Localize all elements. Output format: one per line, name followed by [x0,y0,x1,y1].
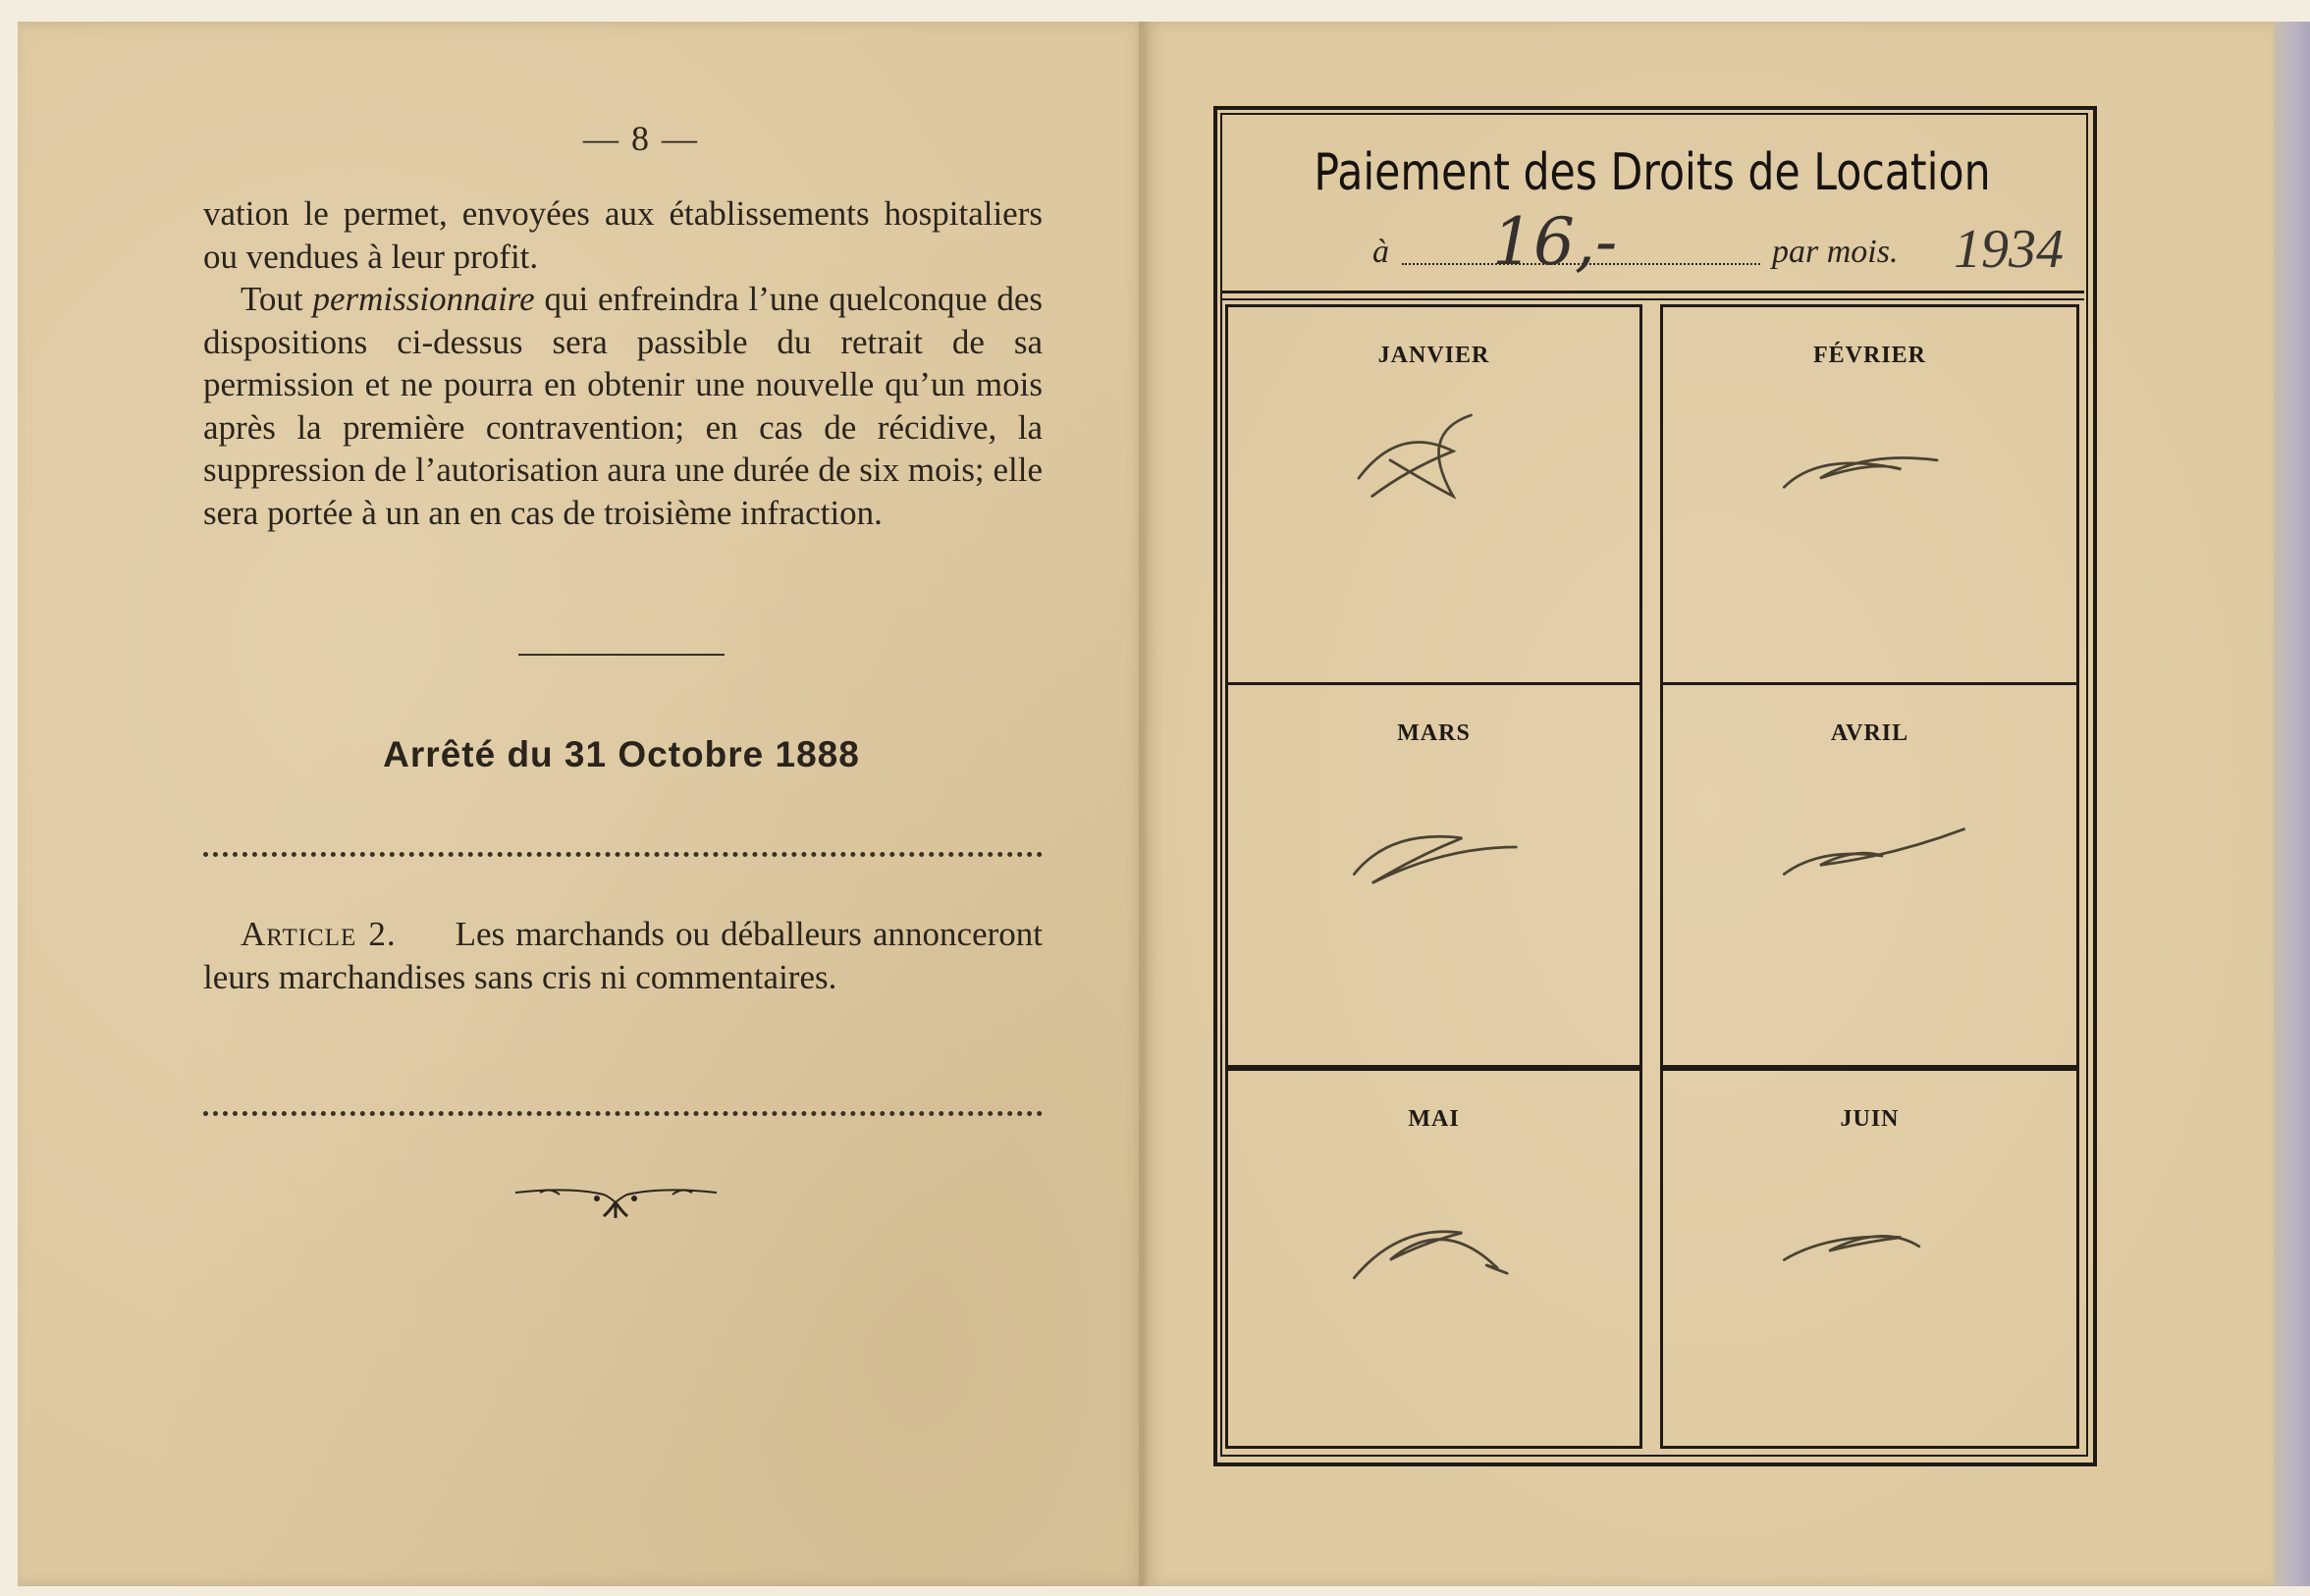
paragraph-2-lead: Tout [241,280,313,318]
fleuron-ornament-icon [510,1183,722,1222]
regulation-text [203,192,1043,534]
month-cell-juin [1660,1068,2079,1449]
dotted-ellipsis-rule [203,848,1043,857]
paid-mark-icon [1766,773,1982,921]
rate-prefix: à [1372,234,1389,270]
paid-mark-icon [1336,396,1552,543]
article-text: Les marchands ou déballeurs annonceront leurs marchandises sans cris ni commentaires. [203,915,1044,996]
year-handwritten: 1934 [1954,219,2064,280]
month-label: AVRIL [1830,720,1909,746]
paid-mark-icon [1336,1159,1552,1306]
paragraph-1: vation le permet, envoyées aux établissements hospitaliers ou vendues à leur profit. [203,194,1043,276]
rate-value: 16,- [1492,204,1618,280]
paid-mark-icon [1766,396,1982,543]
article-label: Article 2. [241,915,397,953]
month-cell-février [1660,304,2079,685]
month-cell-avril [1660,682,2079,1068]
article-2 [203,913,1043,998]
header-separator [1220,291,2084,293]
article-paragraph [203,913,1043,998]
page-number: — 8 — [583,119,699,158]
dotted-ellipsis-rule-2 [203,1107,1043,1116]
header-separator-2 [1220,298,2084,300]
paragraph-2-emphasis: permissionnaire [312,280,535,318]
gutter [1139,22,1149,1586]
paragraph-2-rest: qui enfreindra l’une quelconque des dispositions ci-dessus sera passible du retrait de sa permission et ne pourra en obtenir une nouvelle qu’un mois après la première contravention; en cas de récidive, la suppression de l’autorisation aura une durée de six mois; elle sera portée à un an en cas de troisième infraction. [203,280,1043,532]
paid-mark-icon [1766,1159,1982,1306]
booklet-edge [2274,22,2310,1586]
month-cell-janvier [1225,304,1642,685]
form-title: Paiement des Droits de Location [1314,143,1991,202]
month-label: JUIN [1840,1106,1900,1132]
rate-suffix: par mois. [1772,234,1899,270]
month-cell-mars [1225,682,1642,1068]
month-label: MAI [1408,1106,1460,1132]
month-label: MARS [1397,720,1471,746]
section-divider [518,654,725,656]
paragraph-2 [203,278,1043,534]
month-label: FÉVRIER [1812,343,1926,368]
month-label: JANVIER [1377,343,1490,368]
paid-mark-icon [1336,773,1552,921]
arrete-heading: Arrêté du 31 Octobre 1888 [383,734,860,774]
month-cell-mai [1225,1068,1642,1449]
